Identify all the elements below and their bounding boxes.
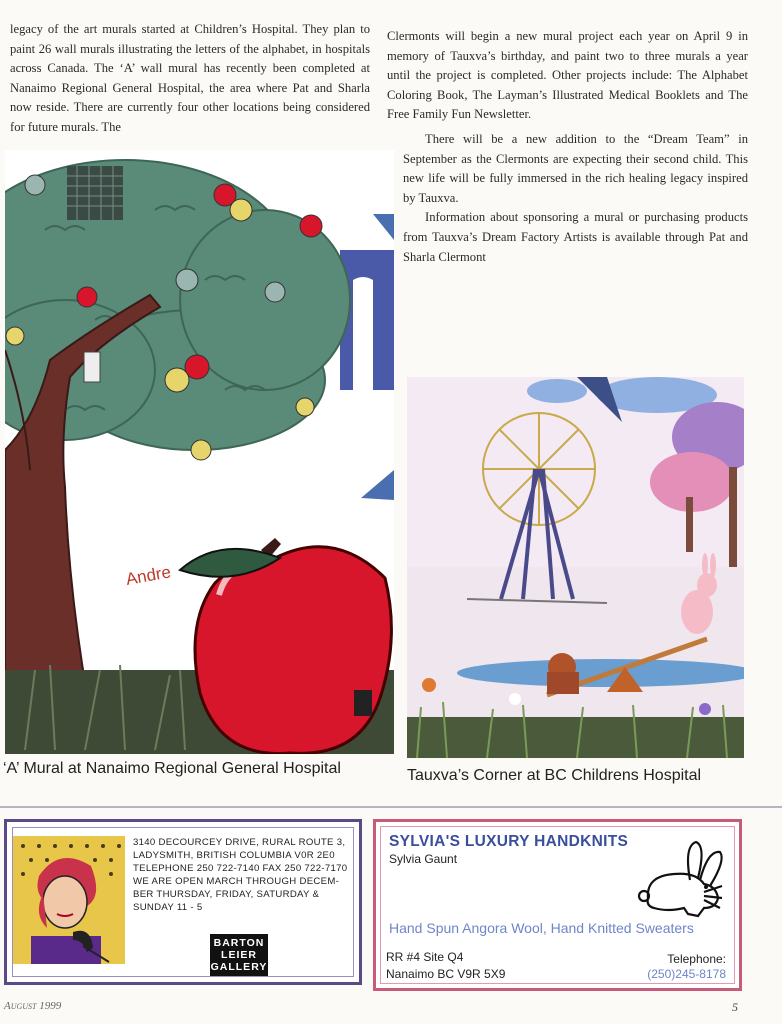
article-right-column-top <box>387 27 748 125</box>
handknits-address-line2: Nanaimo BC V9R 5X9 <box>386 967 506 981</box>
article-right-column-bottom <box>403 130 748 267</box>
gallery-ad-illustration <box>13 836 125 964</box>
gallery-logo-line: BARTON <box>213 937 265 949</box>
mural-a-caption: ‘A’ Mural at Nanaimo Regional General Hospital <box>3 760 341 777</box>
handknits-phone-label: Telephone: <box>667 952 726 966</box>
tauxva-corner-illustration <box>407 377 744 758</box>
handknits-ad <box>373 819 742 991</box>
left-column-paragraph: legacy of the art murals started at Children’s Hospital. They plan to paint 26 wall murals illustrating the letters of the alphabet, in hospitals across Canada. The ‘A’ wall mural has recently been completed at Nanaimo Regional General Hospital, the area where Pat and Sharla now reside. There are currently four other locations being considered for future murals. The <box>10 22 370 134</box>
issue-date: August 1999 <box>4 1000 62 1012</box>
right-column-paragraph-1: Clermonts will begin a new mural project each year on April 9 in memory of Tauxva’s birthday, and paint two to three murals a year until the project is completed. Other projects include: The Alphabet Coloring Book, The Layman’s Illustrated Medical Booklets and The Free Family Fun Newsletter. <box>387 29 748 122</box>
article-left-column <box>10 20 370 138</box>
gallery-logo-line: LEIER <box>221 949 257 961</box>
ad-separator-rule <box>0 806 782 808</box>
gallery-address-line: LADYSMITH, BRITISH COLUMBIA V0R 2E0 <box>133 850 335 861</box>
mural-a-illustration <box>5 150 394 754</box>
gallery-logo <box>210 934 268 976</box>
gallery-address-line: WE ARE OPEN MARCH THROUGH DECEM- <box>133 876 340 887</box>
handknits-tagline: Hand Spun Angora Wool, Hand Knitted Sweaters <box>389 920 694 936</box>
right-column-paragraph-3: Information about sponsoring a mural or purchasing products from Tauxva’s Dream Factory Artists is available through Pat and Sharla Clermont <box>403 210 748 264</box>
handknits-address-line1: RR #4 Site Q4 <box>386 950 464 964</box>
mural-a-photo <box>5 150 394 754</box>
tauxva-corner-photo <box>407 377 744 758</box>
gallery-ad <box>4 819 362 985</box>
handknits-owner: Sylvia Gaunt <box>389 852 458 866</box>
handknits-title: SYLVIA'S LUXURY HANDKNITS <box>389 833 629 850</box>
gallery-logo-line: GALLERY <box>210 961 268 973</box>
handknits-phone: (250)245-8178 <box>647 967 726 981</box>
rabbit-icon <box>634 840 730 920</box>
gallery-address-line: 3140 DECOURCEY DRIVE, RURAL ROUTE 3, <box>133 837 346 848</box>
gallery-address-line: TELEPHONE 250 722-7140 FAX 250 722-7170 <box>133 863 348 874</box>
right-column-paragraph-2: There will be a new addition to the “Dream Team” in September as the Clermonts are expecting their second child. This new life will be fully immersed in the rich healing legacy inspired by Tauxva. <box>403 132 748 205</box>
page-number: 5 <box>732 1000 738 1014</box>
tauxva-corner-caption: Tauxva’s Corner at BC Childrens Hospital <box>407 767 702 784</box>
gallery-address-line: BER THURSDAY, FRIDAY, SATURDAY & <box>133 889 320 900</box>
mural-signature: Andre <box>124 562 173 589</box>
gallery-address-line: SUNDAY 11 - 5 <box>133 902 203 913</box>
gallery-address <box>133 836 355 914</box>
